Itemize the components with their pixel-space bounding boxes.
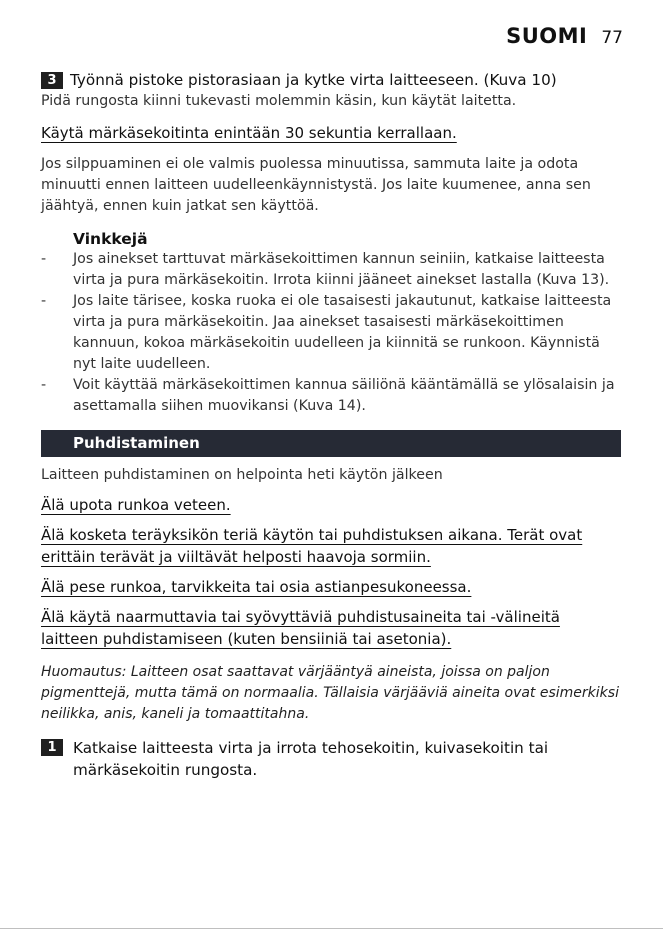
step-number-badge: 3 (41, 72, 63, 89)
page-content (41, 70, 621, 781)
step-3-text: Työnnä pistoke pistorasiaan ja kytke virta laitteeseen. (Kuva 10) (70, 71, 557, 89)
warning-item: Älä upota runkoa veteen. (41, 496, 231, 514)
warning-30-seconds: Käytä märkäsekoitinta enintään 30 sekuntia kerrallaan. (41, 124, 457, 142)
cleaning-intro: Laitteen puhdistaminen on helpointa heti käytön jälkeen (41, 467, 443, 483)
tip-item (41, 291, 621, 375)
note-paragraph: Huomautus: Laitteen osat saattavat värjääntyä aineista, joissa on paljon pigmenttejä, mutta tämä on normaalia. Tällaisia värjääviä aineita ovat esimerkiksi neilikka, anis, kaneli ja tomaattitahna. (41, 664, 619, 722)
bullet-dash: - (41, 251, 47, 267)
bottom-divider (0, 928, 663, 929)
page-header (506, 24, 623, 48)
warning-item: Älä kosketa teräyksikön teriä käytön tai puhdistuksen aikana. Terät ovat erittäin terävät ja viiltävät helposti haavoja sormiin. (41, 526, 583, 566)
warning-item: Älä pese runkoa, tarvikkeita tai osia astianpesukoneessa. (41, 578, 472, 596)
tips-heading: Vinkkejä (73, 230, 148, 248)
overheat-paragraph: Jos silppuaminen ei ole valmis puolessa minuutissa, sammuta laite ja odota minuutti ennen laitteen uudelleenkäynnistystä. Jos laite kuumenee, anna sen jäähtyä, ennen kuin jatkat sen käyttöä. (41, 156, 591, 214)
language-label: SUOMI (506, 24, 588, 48)
section-heading-bar (41, 430, 621, 457)
step-1-text: Katkaise laitteesta virta ja irrota tehosekoitin, kuivasekoitin tai märkäsekoitin rungosta. (73, 739, 549, 779)
bullet-dash: - (41, 293, 47, 309)
bullet-dash: - (41, 377, 47, 393)
tip-item (41, 375, 621, 417)
tip-text: Voit käyttää märkäsekoittimen kannua säiliönä kääntämällä se ylösalaisin ja asettamalla siihen muovikansi (Kuva 14). (73, 377, 615, 414)
step-3-subtext: Pidä rungosta kiinni tukevasti molemmin käsin, kun käytät laitetta. (41, 93, 517, 109)
step-3 (41, 70, 621, 91)
tip-item (41, 249, 621, 291)
section-title: Puhdistaminen (73, 434, 200, 452)
tip-text: Jos laite tärisee, koska ruoka ei ole tasaisesti jakautunut, katkaise laitteesta virta ja pura märkäsekoitin. Jaa ainekset tasaisesti märkäsekoittimen kannuun, kokoa märkäsekoitin uudelleen ja kiinnitä se runkoon. Käynnistä nyt laite uudelleen. (73, 293, 612, 372)
step-1 (41, 737, 621, 781)
step-number-badge: 1 (41, 739, 63, 756)
tip-text: Jos ainekset tarttuvat märkäsekoittimen kannun seiniin, katkaise laitteesta virta ja pura märkäsekoitin. Irrota kiinni jääneet ainekset lastalla (Kuva 13). (73, 251, 610, 288)
warning-item: Älä käytä naarmuttavia tai syövyttäviä puhdistusaineita tai -välineitä laitteen puhdistamiseen (kuten bensiiniä tai asetonia). (41, 608, 560, 648)
page-number: 77 (601, 28, 623, 48)
